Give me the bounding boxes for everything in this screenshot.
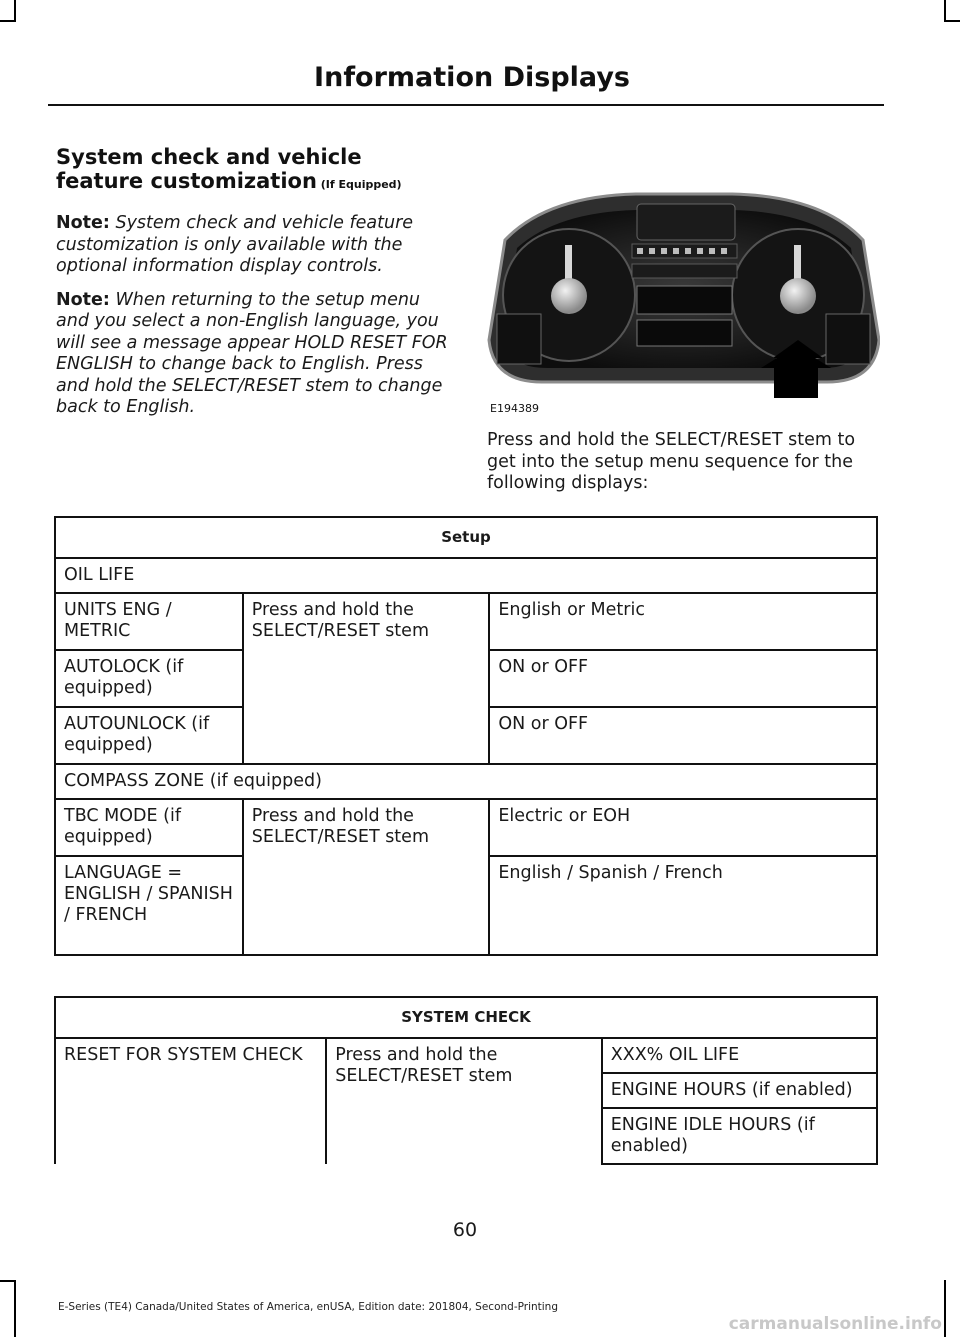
page-number: 60 [452,1219,478,1241]
crop-mark [944,20,960,22]
table-cell: LANGUAGE = ENGLISH / SPANISH / FRENCH [55,856,243,955]
section-title-text: System check and vehicle feature customization [56,145,362,193]
table-cell: COMPASS ZONE (if equipped) [55,764,877,799]
table-cell: RESET FOR SYSTEM CHECK [55,1038,326,1164]
table-cell: ON or OFF [489,650,877,707]
table-cell: English / Spanish / French [489,856,877,955]
watermark-text: carmanualsonline.info [728,1314,942,1334]
table-row [55,593,877,650]
note-label: Note: [56,213,110,233]
table-cell: TBC MODE (if equipped) [55,799,243,856]
intro-paragraph: Press and hold the SELECT/RESET stem to get into the setup menu sequence for the following displays: [487,430,856,493]
footer-text: E-Series (TE4) Canada/United States of America, enUSA, Edition date: 201804, Second-Printing [58,1301,559,1313]
note-text: System check and vehicle feature customization is only available with the optional information display controls. [56,213,414,276]
table-cell: AUTOLOCK (if equipped) [55,650,243,707]
table-cell-action: Press and hold the SELECT/RESET stem [243,593,490,764]
table-cell: ENGINE HOURS (if enabled) [602,1073,877,1108]
table-cell: ENGINE IDLE HOURS (if enabled) [602,1108,877,1164]
table-cell: OIL LIFE [55,558,877,593]
table-cell: ON or OFF [489,707,877,764]
page-header-title: Information Displays [314,62,630,93]
table-header: SYSTEM CHECK [55,997,877,1038]
table-header-row [55,517,877,558]
crop-mark [944,0,946,22]
table-row [55,764,877,799]
table-row [55,1038,877,1073]
table-row [55,799,877,856]
left-column [56,145,451,431]
table-cell: UNITS ENG / METRIC [55,593,243,650]
table-cell: Electric or EOH [489,799,877,856]
crop-mark [0,20,16,22]
figure-code: E194389 [490,402,539,415]
header-divider [48,104,884,106]
table-cell-action: Press and hold the SELECT/RESET stem [243,799,490,955]
table-cell: English or Metric [489,593,877,650]
table-header: Setup [55,517,877,558]
table-cell: AUTOUNLOCK (if equipped) [55,707,243,764]
note-2 [56,290,451,419]
note-text: When returning to the setup menu and you select a non-English language, you will see a message appear HOLD RESET FOR ENGLISH to change back to English. Press and hold the SELECT/RESET stem to change back to English. [56,289,448,417]
note-1 [56,213,451,278]
table-cell-action: Press and hold the SELECT/RESET stem [326,1038,601,1164]
note-label: Note: [56,289,110,310]
table-header-row [55,997,877,1038]
system-check-table [54,996,878,1165]
crop-mark [0,1280,16,1282]
table-row [55,558,877,593]
crop-mark [944,1280,946,1337]
crop-mark [14,0,16,22]
table-cell: XXX% OIL LIFE [602,1038,877,1073]
section-title-suffix: (If Equipped) [316,178,402,191]
section-title [56,145,451,197]
crop-mark [14,1280,16,1337]
instrument-cluster-figure [487,190,880,420]
setup-table [54,516,878,956]
